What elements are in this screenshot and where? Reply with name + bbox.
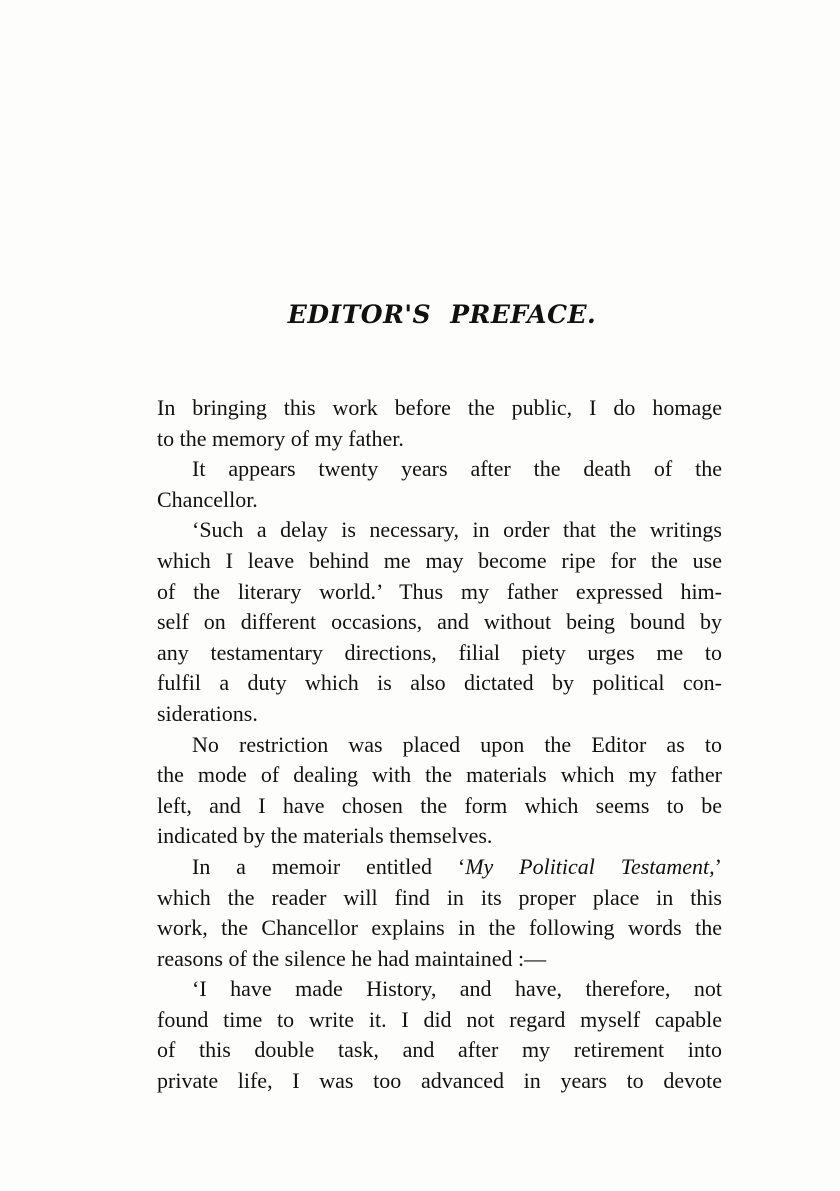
text-line: No restriction was placed upon the Editor as to	[192, 731, 722, 757]
text-line: any testamentary directions, filial piety urges me to	[157, 639, 722, 665]
preface-body	[157, 393, 722, 1097]
memoir-title: My Political Testament,	[465, 853, 715, 879]
text-line: work, the Chancellor explains in the following words the	[157, 915, 722, 941]
text-line: reasons of the silence he had maintained :—	[157, 945, 547, 971]
text-line: which I leave behind me may become ripe for the use	[157, 547, 722, 573]
text-line: fulfil a duty which is also dictated by political con-	[157, 670, 722, 696]
text-line: In bringing this work before the public, I do homage	[157, 395, 722, 420]
text-line: of the literary world.’ Thus my father expressed him-	[157, 578, 722, 604]
text-line: Chancellor.	[157, 486, 258, 512]
page-title: EDITOR'S PREFACE.	[287, 300, 597, 329]
text-line: ‘Such a delay is necessary, in order that the writings	[192, 517, 722, 543]
text-line: It appears twenty years after the death of the	[192, 456, 722, 482]
text-line: siderations.	[157, 700, 258, 726]
text-line: left, and I have chosen the form which seems to be	[157, 792, 722, 818]
text-line: indicated by the materials themselves.	[157, 823, 493, 849]
text-line: which the reader will find in its proper place in this	[157, 884, 722, 910]
text-line: private life, I was too advanced in years to devote	[157, 1068, 722, 1094]
text-line: found time to write it. I did not regard myself capable	[157, 1006, 722, 1032]
text-line: self on different occasions, and without being bound by	[157, 609, 722, 635]
text-line: the mode of dealing with the materials which my father	[157, 762, 722, 788]
text-line: ‘I have made History, and have, therefore, not	[192, 976, 722, 1002]
text-line: In a memoir entitled ‘My Political Testament,’	[192, 853, 722, 879]
text-line: to the memory of my father.	[157, 425, 404, 451]
text-line: of this double task, and after my retirement into	[157, 1037, 722, 1063]
